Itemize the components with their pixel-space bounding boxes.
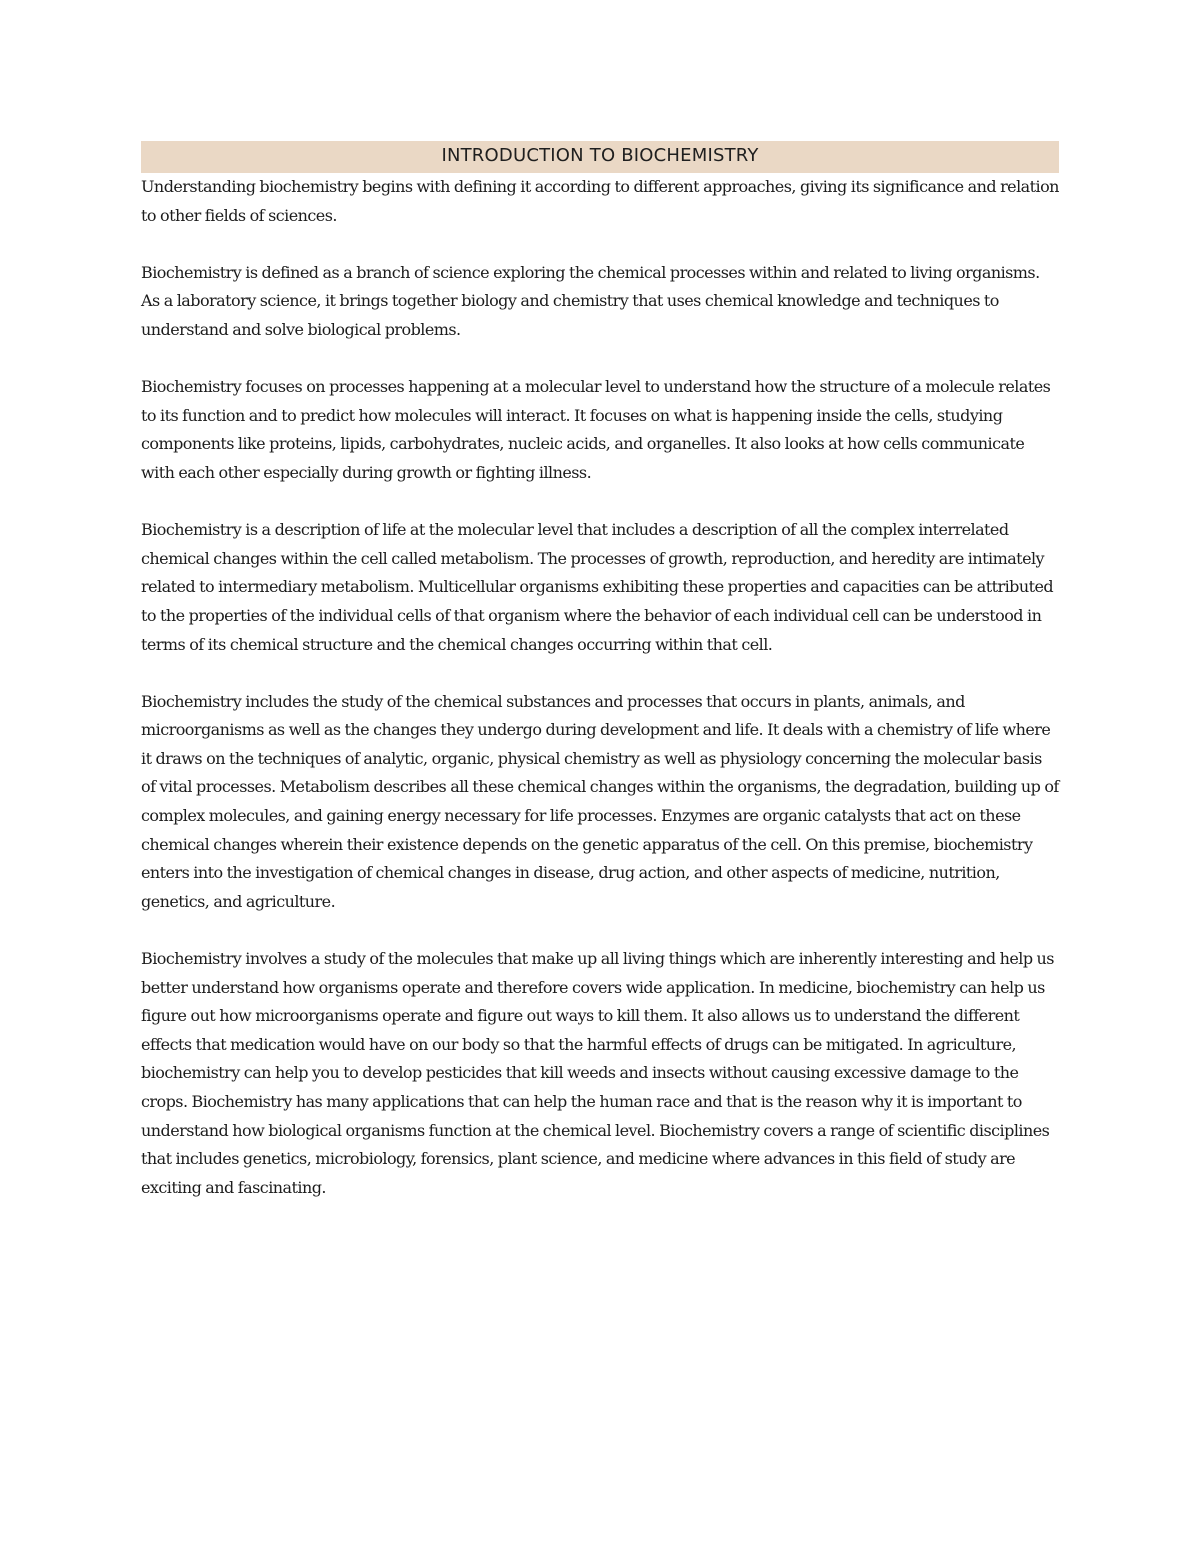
document-title: INTRODUCTION TO BIOCHEMISTRY xyxy=(141,141,1059,173)
paragraph-definition: Biochemistry is defined as a branch of science exploring the chemical processes within and related to living organisms. As a laboratory science, it brings together biology and chemistry that uses chemical knowledge and techniques to understand and solve biological problems. xyxy=(141,262,1040,339)
paragraph-molecular-focus: Biochemistry focuses on processes happening at a molecular level to understand how the structure of a molecule relates to its function and to predict how molecules will interact. It focuses on what is happening inside the cells, studying components like proteins, lipids, carbohydrates, nucleic acids, and organelles. It also looks at how cells communicate with each other especially during growth or fighting illness. xyxy=(141,377,1051,482)
document-body xyxy=(141,141,1059,1231)
paragraph-intro: Understanding biochemistry begins with defining it according to different approaches, giving its significance and relation to other fields of sciences. xyxy=(141,177,1059,225)
paragraph-metabolism: Biochemistry is a description of life at the molecular level that includes a description of all the complex interrelated chemical changes within the cell called metabolism. The processes of growth, reproduction, and heredity are intimately related to intermediary metabolism. Multicellular organisms exhibiting these properties and capacities can be attributed to the properties of the individual cells of that organism where the behavior of each individual cell can be understood in terms of its chemical structure and the chemical changes occurring within that cell. xyxy=(141,520,1054,654)
paragraph-chemical-substances: Biochemistry includes the study of the chemical substances and processes that occurs in plants, animals, and microorganisms as well as the changes they undergo during development and life. It deals with a chemistry of life where it draws on the techniques of analytic, organic, physical chemistry as well as physiology concerning the molecular basis of vital processes. Metabolism describes all these chemical changes within the organisms, the degradation, building up of complex molecules, and gaining energy necessary for life processes. Enzymes are organic catalysts that act on these chemical changes wherein their existence depends on the genetic apparatus of the cell. On this premise, biochemistry enters into the investigation of chemical changes in disease, drug action, and other aspects of medicine, nutrition, genetics, and agriculture. xyxy=(141,691,1059,911)
paragraph-applications: Biochemistry involves a study of the molecules that make up all living things which are inherently interesting and help us better understand how organisms operate and therefore covers wide application. In medicine, biochemistry can help us figure out how microorganisms operate and figure out ways to kill them. It also allows us to understand the different effects that medication would have on our body so that the harmful effects of drugs can be mitigated. In agriculture, biochemistry can help you to develop pesticides that kill weeds and insects without causing excessive damage to the crops. Biochemistry has many applications that can help the human race and that is the reason why it is important to understand how biological organisms function at the chemical level. Biochemistry covers a range of scientific disciplines that includes genetics, microbiology, forensics, plant science, and medicine where advances in this field of study are exciting and fascinating. xyxy=(141,949,1054,1197)
